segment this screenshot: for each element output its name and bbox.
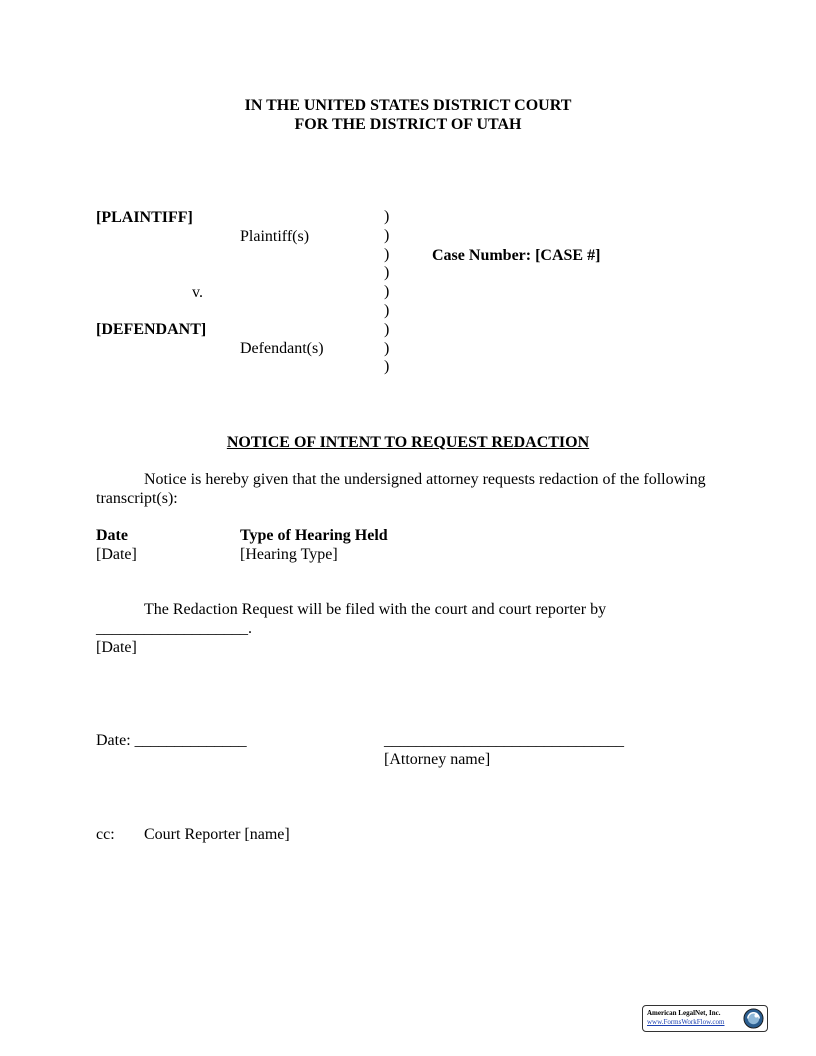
defendant-placeholder: [DEFENDANT] bbox=[96, 321, 207, 338]
redaction-date-blank: ___________________. bbox=[96, 620, 252, 637]
defendant-label: Defendant(s) bbox=[240, 340, 324, 357]
redaction-date-placeholder: [Date] bbox=[96, 639, 137, 656]
paren: ) bbox=[384, 226, 390, 244]
case-number-label: Case Number: [CASE #] bbox=[432, 247, 601, 264]
logo-company-name: American LegalNet, Inc. bbox=[647, 1009, 721, 1017]
signature-date-field: Date: ______________ bbox=[96, 732, 247, 749]
table-header-date: Date bbox=[96, 527, 128, 544]
table-cell-date: [Date] bbox=[96, 546, 137, 563]
paren: ) bbox=[384, 301, 390, 319]
court-title-line-2: FOR THE DISTRICT OF UTAH bbox=[294, 116, 522, 133]
paren: ) bbox=[384, 358, 390, 376]
paren: ) bbox=[384, 339, 390, 357]
notice-title: NOTICE OF INTENT TO REQUEST REDACTION bbox=[226, 434, 590, 451]
cc-recipient: Court Reporter [name] bbox=[144, 826, 290, 843]
paren: ) bbox=[384, 320, 390, 338]
american-legalnet-logo[interactable] bbox=[642, 1005, 768, 1032]
cc-label: cc: bbox=[96, 826, 115, 843]
paren: ) bbox=[384, 208, 390, 225]
paren: ) bbox=[384, 283, 390, 301]
globe-icon bbox=[743, 1008, 764, 1029]
table-header-hearing-type: Type of Hearing Held bbox=[240, 527, 388, 544]
caption-parentheses bbox=[384, 208, 389, 377]
attorney-name-placeholder: [Attorney name] bbox=[384, 751, 491, 768]
paren: ) bbox=[384, 245, 390, 263]
paren: ) bbox=[384, 264, 390, 282]
redaction-request-text: The Redaction Request will be filed with the court and court reporter by bbox=[144, 601, 607, 618]
signature-line: ______________________________ bbox=[384, 732, 624, 749]
notice-body-line-2: transcript(s): bbox=[96, 490, 178, 507]
versus-text: v. bbox=[192, 284, 203, 301]
plaintiff-label: Plaintiff(s) bbox=[240, 228, 310, 245]
court-title-line-1: IN THE UNITED STATES DISTRICT COURT bbox=[244, 97, 572, 114]
table-cell-hearing-type: [Hearing Type] bbox=[240, 546, 338, 563]
logo-url-link[interactable]: www.FormsWorkFlow.com bbox=[647, 1018, 725, 1026]
plaintiff-placeholder: [PLAINTIFF] bbox=[96, 209, 193, 226]
notice-body-line-1: Notice is hereby given that the undersigned attorney requests redaction of the following bbox=[144, 471, 706, 488]
